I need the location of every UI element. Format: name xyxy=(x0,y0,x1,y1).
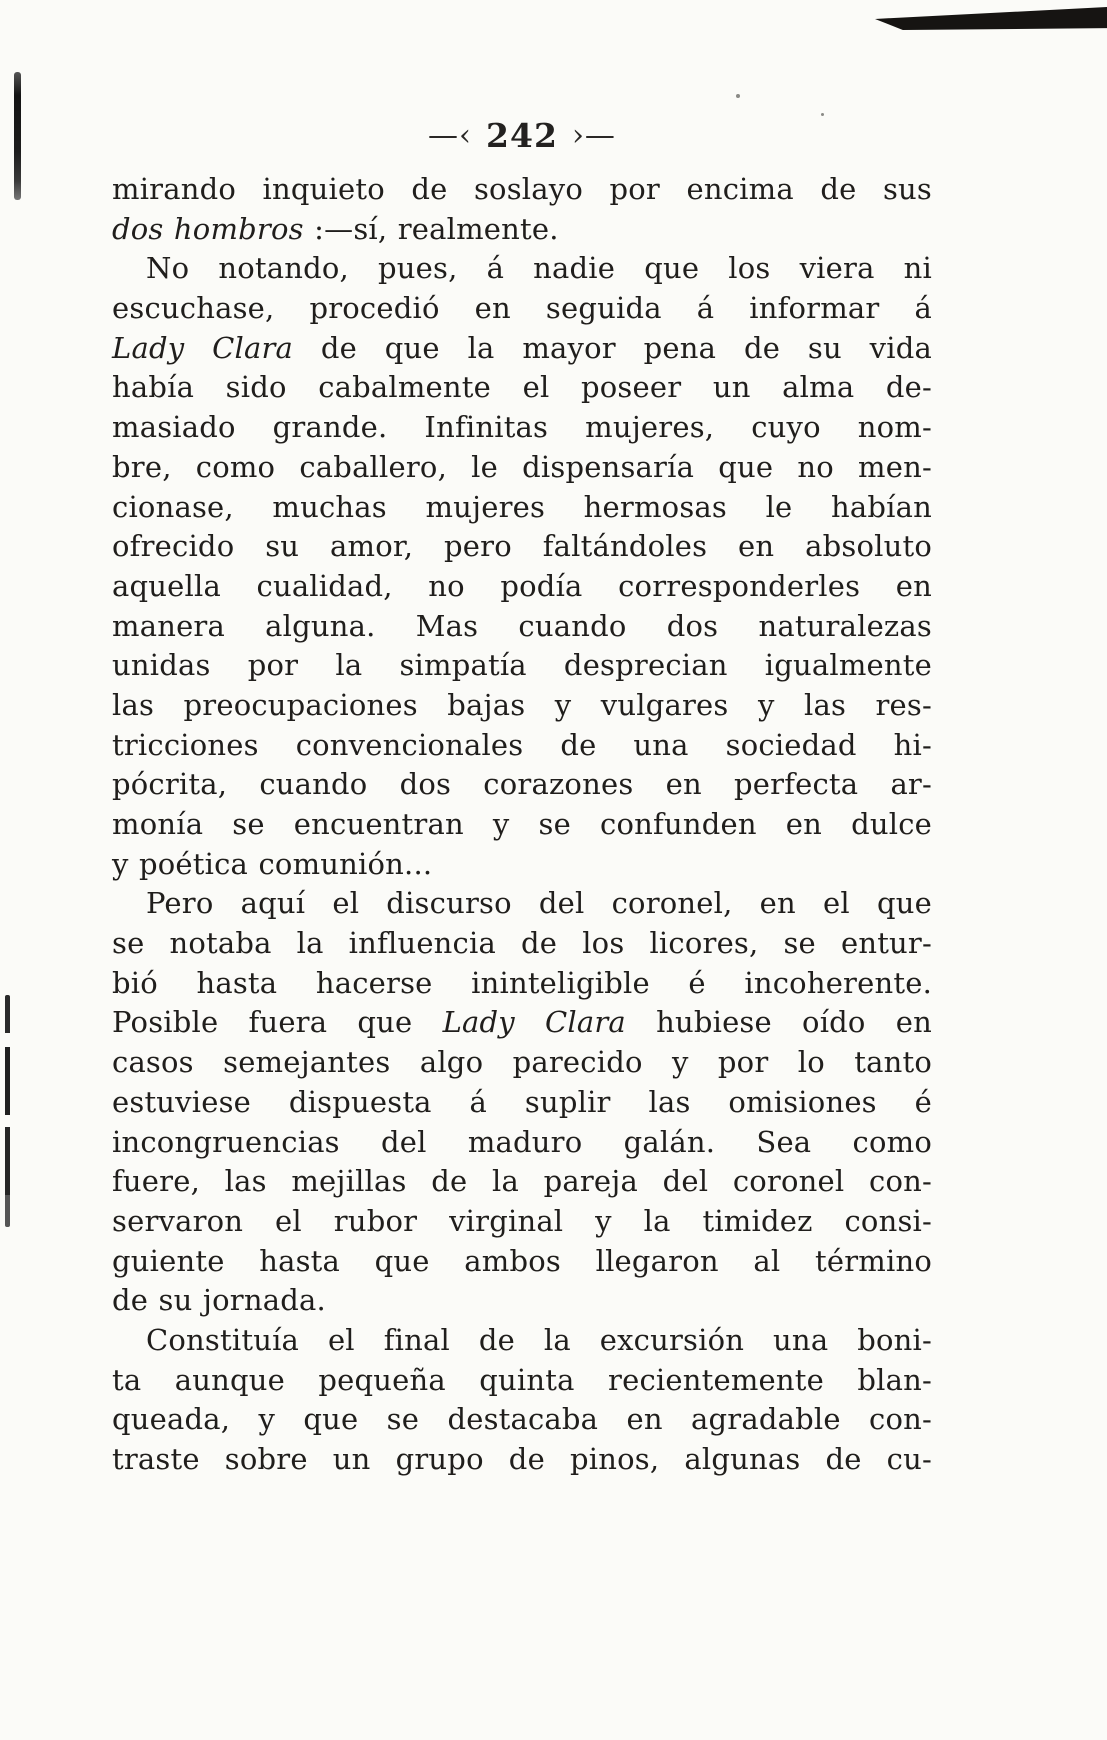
text-segment: Pero aquí el discurso del coronel, en el que xyxy=(146,886,932,921)
text-segment: escuchase, procedió en seguida á informar á xyxy=(112,291,932,326)
text-line xyxy=(112,1043,932,1083)
text-segment: aquella cualidad, no podía corresponderles en xyxy=(112,568,932,603)
text-line xyxy=(112,170,932,210)
text-segment: mirando inquieto de soslayo por encima de sus xyxy=(112,172,932,206)
text-line xyxy=(112,488,932,528)
text-line xyxy=(112,289,932,329)
text-line xyxy=(112,924,932,964)
header-ornament-right: ›— xyxy=(571,118,616,153)
text-line xyxy=(112,408,932,448)
text-line xyxy=(112,1202,932,1242)
paragraph xyxy=(112,170,932,249)
text-line xyxy=(112,1400,932,1440)
text-line xyxy=(112,964,932,1004)
text-line xyxy=(112,1281,932,1321)
text-segment: incongruencias del maduro galán. Sea como xyxy=(112,1124,932,1159)
text-segment: traste sobre un grupo de pinos, algunas de cu- xyxy=(112,1442,932,1476)
text-segment: ofrecido su amor, pero faltándoles en absoluto xyxy=(112,529,932,564)
paragraph xyxy=(112,884,932,1321)
italic-text: Lady Clara xyxy=(442,1005,626,1040)
ink-smudge-corner xyxy=(875,7,1107,30)
text-segment: se notaba la influencia de los licores, se entur- xyxy=(112,926,932,961)
text-segment: monía se encuentran y se confunden en dulce xyxy=(112,807,932,841)
text-line xyxy=(112,726,932,766)
page-header xyxy=(112,116,932,155)
text-segment: y poética comunión... xyxy=(112,846,433,881)
italic-text: dos hombros xyxy=(112,211,304,246)
text-segment: estuviese dispuesta á suplir las omisiones é xyxy=(112,1084,932,1119)
text-line xyxy=(112,249,932,289)
text-segment: servaron el rubor virginal y la timidez consi- xyxy=(112,1203,932,1238)
text-line xyxy=(112,607,932,647)
text-line xyxy=(112,368,932,408)
text-segment: bre, como caballero, le dispensaría que no men- xyxy=(112,449,932,484)
page-text xyxy=(112,170,932,1480)
paragraph xyxy=(112,249,932,884)
text-segment: pócrita, cuando dos corazones en perfecta ar- xyxy=(112,767,932,802)
text-segment: manera alguna. Mas cuando dos naturalezas xyxy=(112,608,932,643)
text-segment: Posible fuera que xyxy=(112,1005,443,1040)
text-line xyxy=(112,567,932,607)
text-segment: tricciones convencionales de una sociedad hi- xyxy=(112,727,932,762)
text-segment: Constituía el final de la excursión una boni- xyxy=(146,1322,932,1357)
binding-mark-middle xyxy=(5,995,10,1227)
text-line xyxy=(112,805,932,845)
text-line xyxy=(112,1123,932,1163)
header-ornament-left: —‹ xyxy=(428,118,473,153)
text-line xyxy=(112,210,932,250)
text-line xyxy=(112,448,932,488)
text-line xyxy=(112,646,932,686)
text-line xyxy=(112,884,932,924)
paragraph xyxy=(112,1321,932,1480)
text-segment: guiente hasta que ambos llegaron al término xyxy=(112,1243,932,1278)
text-segment: cionase, muchas mujeres hermosas le habían xyxy=(112,489,932,524)
text-segment: fuere, las mejillas de la pareja del coronel con- xyxy=(112,1164,932,1199)
text-segment: las preocupaciones bajas y vulgares y las res- xyxy=(112,687,932,722)
text-segment: hubiese oído en xyxy=(625,1005,932,1040)
text-segment: había sido cabalmente el poseer un alma de- xyxy=(112,370,932,405)
text-line xyxy=(112,1242,932,1282)
text-line xyxy=(112,1361,932,1401)
text-segment: ta aunque pequeña quinta recientemente blan- xyxy=(112,1362,932,1397)
text-line xyxy=(112,527,932,567)
text-line xyxy=(112,845,932,885)
text-segment: queada, y que se destacaba en agradable con- xyxy=(112,1402,932,1437)
text-segment: casos semejantes algo parecido y por lo tanto xyxy=(112,1045,932,1080)
text-line xyxy=(112,765,932,805)
text-segment: masiado grande. Infinitas mujeres, cuyo nom- xyxy=(112,410,932,445)
text-line xyxy=(112,1083,932,1123)
text-line xyxy=(112,1162,932,1202)
binding-mark-top xyxy=(14,72,21,200)
text-line xyxy=(112,1321,932,1361)
text-line xyxy=(112,1003,932,1043)
text-segment: de que la mayor pena de su vida xyxy=(293,330,932,365)
text-line xyxy=(112,329,932,369)
scan-speck xyxy=(736,94,740,98)
page-number: 242 xyxy=(486,116,558,155)
text-segment: de su jornada. xyxy=(112,1283,326,1318)
text-segment: No notando, pues, á nadie que los viera ni xyxy=(146,251,932,286)
text-line xyxy=(112,1440,932,1480)
text-segment: unidas por la simpatía desprecian igualmente xyxy=(112,648,932,683)
text-segment: :—sí, realmente. xyxy=(303,211,559,246)
italic-text: Lady Clara xyxy=(112,330,294,365)
text-line xyxy=(112,686,932,726)
text-segment: bió hasta hacerse ininteligible é incoherente. xyxy=(112,965,932,1000)
